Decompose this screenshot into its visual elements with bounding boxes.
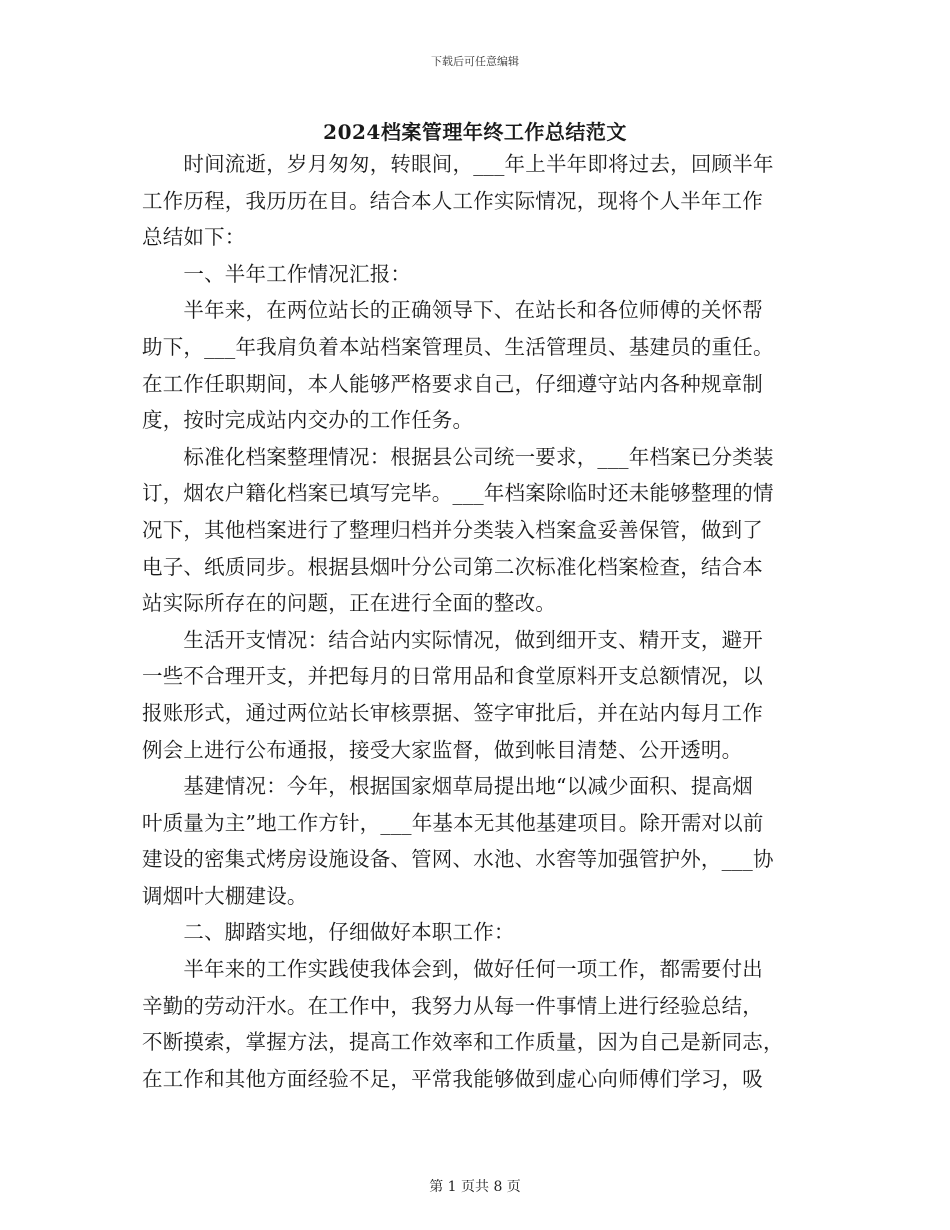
text-line: 时间流逝，岁月匆匆，转眼间，___年上半年即将过去，回顾半年 bbox=[142, 152, 774, 176]
text-line: 度，按时完成站内交办的工作任务。 bbox=[142, 408, 474, 433]
text-line: 总结如下： bbox=[142, 225, 246, 250]
header-note: 下载后可任意编辑 bbox=[431, 55, 519, 68]
document-body bbox=[142, 146, 808, 1097]
text-line: 辛勤的劳动汗水。在工作中，我努力从每一件事情上进行经验总结， bbox=[142, 993, 763, 1018]
text-line: 订，烟农户籍化档案已填写完毕。___年档案除临时还未能够整理的情 bbox=[142, 481, 774, 506]
text-line: 工作历程，我历历在目。结合本人工作实际情况，现将个人半年工作 bbox=[142, 188, 763, 213]
text-line: 不断摸索，掌握方法，提高工作效率和工作质量，因为自己是新同志， bbox=[142, 1030, 784, 1055]
text-line: 一、半年工作情况汇报： bbox=[142, 261, 412, 286]
text-line: 电子、纸质同步。根据县烟叶分公司第二次标准化档案检查，结合本 bbox=[142, 554, 763, 579]
text-line: 助下，___年我肩负着本站档案管理员、生活管理员、基建员的重任。 bbox=[142, 334, 774, 359]
text-line: 况下，其他档案进行了整理归档并分类装入档案盒妥善保管，做到了 bbox=[142, 517, 763, 542]
text-line: 一些不合理开支，并把每月的日常用品和食堂原料开支总额情况，以 bbox=[142, 664, 763, 689]
document-title: 2024档案管理年终工作总结范文 bbox=[323, 120, 627, 144]
text-line: 调烟叶大棚建设。 bbox=[142, 883, 308, 908]
page-footer: 第 1 页共 8 页 bbox=[429, 1179, 521, 1195]
text-line: 二、脚踏实地，仔细做好本职工作： bbox=[142, 920, 515, 945]
text-line: 半年来的工作实践使我体会到，做好任何一项工作，都需要付出 bbox=[142, 957, 763, 982]
text-line: 建设的密集式烤房设施设备、管网、水池、水窖等加强管护外，___协 bbox=[142, 847, 774, 872]
text-line: 报账形式，通过两位站长审核票据、签字审批后，并在站内每月工作 bbox=[142, 700, 763, 725]
text-line: 叶质量为主”地工作方针，___年基本无其他基建项目。除开需对以前 bbox=[142, 810, 764, 835]
text-line: 在工作任职期间，本人能够严格要求自己，仔细遵守站内各种规章制 bbox=[142, 371, 763, 396]
text-line: 在工作和其他方面经验不足，平常我能够做到虚心向师傅们学习，吸 bbox=[142, 1066, 763, 1091]
text-line: 生活开支情况：结合站内实际情况，做到细开支、精开支，避开 bbox=[142, 627, 763, 652]
text-line: 标准化档案整理情况：根据县公司统一要求，___年档案已分类装 bbox=[142, 444, 774, 469]
text-line: 例会上进行公布通报，接受大家监督，做到帐目清楚、公开透明。 bbox=[142, 737, 743, 762]
text-line: 基建情况：今年，根据国家烟草局提出地“以减少面积、提高烟 bbox=[142, 774, 753, 799]
text-line: 站实际所存在的问题，正在进行全面的整改。 bbox=[142, 591, 556, 616]
text-line: 半年来，在两位站长的正确领导下、在站长和各位师傅的关怀帮 bbox=[142, 298, 763, 323]
